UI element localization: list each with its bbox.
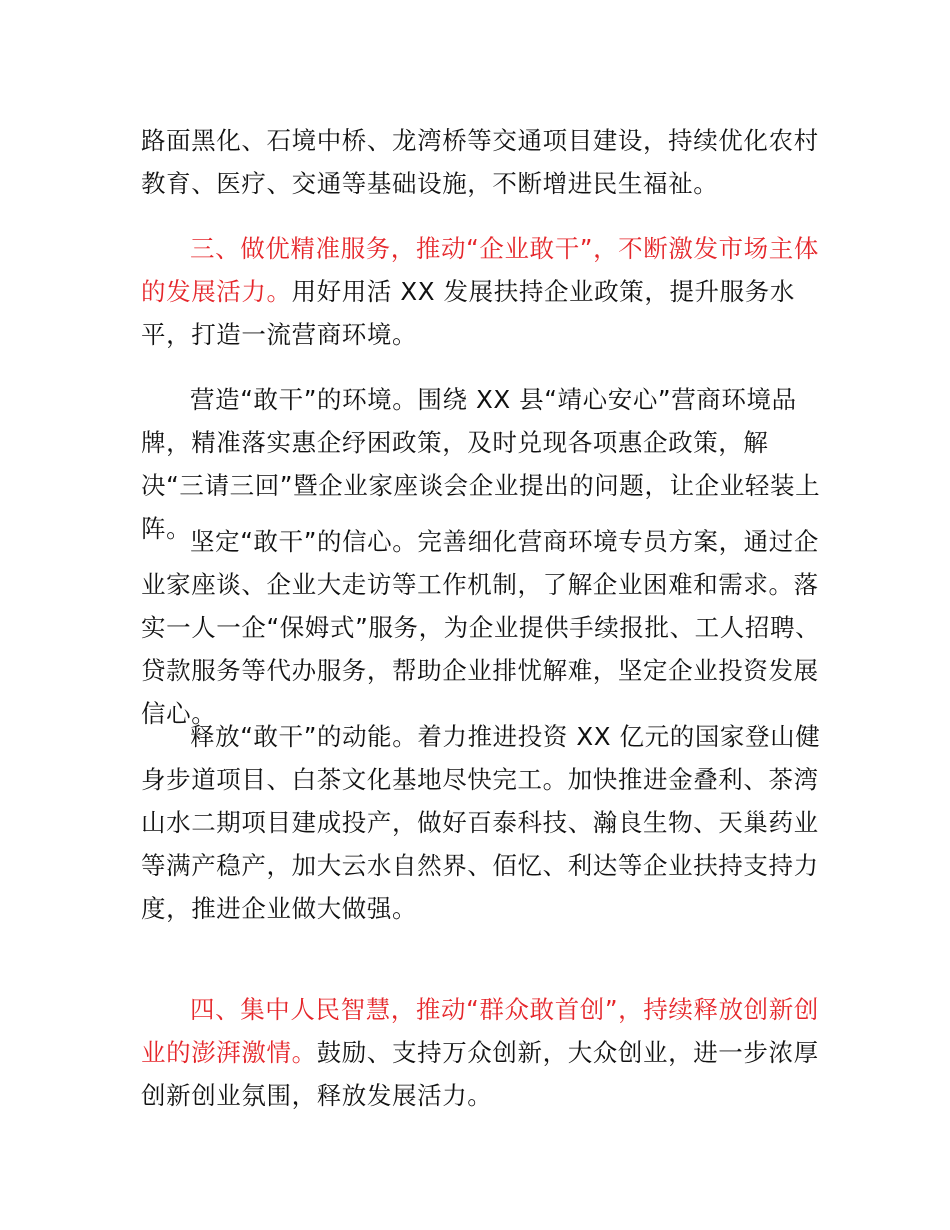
paragraph-body: 营造“敢干”的环境。围绕 XX 县“靖心安心”营商环境品牌，精准落实惠企纾困政策，及时兑现各项惠企政策，解决“三请三回”暨企业家座谈会企业提出的问题，让企业轻装上阵。 (141, 385, 821, 543)
paragraph-body: 用好用活 XX 发展扶持企业政策，提升服务水平，打造一流营商环境。 (141, 277, 795, 349)
paragraph-confidence (141, 520, 821, 735)
section-heading: 三、做优精准服务，推动“企业敢干”，不断激发市场主体的发展活力。 (141, 234, 819, 306)
section-heading: 四、集中人民智慧，推动“群众敢首创”，持续释放创新创业的澎湃激情。 (141, 995, 819, 1067)
paragraph-body: 坚定“敢干”的信心。完善细化营商环境专员方案，通过企业家座谈、企业大走访等工作机制，了解企业困难和需求。落实一人一企“保姆式”服务，为企业提供手续报批、工人招聘、贷款服务等代办服务，帮助企业排忧解难，坚定企业投资发展信心。 (141, 527, 821, 728)
paragraph-body: 鼓励、支持万众创新，大众创业，进一步浓厚创新创业氛围，释放发展活力。 (141, 1038, 819, 1110)
section-four-paragraph (141, 988, 821, 1117)
paragraph-momentum (141, 715, 821, 930)
paragraph-body: 路面黑化、石境中桥、龙湾桥等交通项目建设，持续优化农村教育、医疗、交通等基础设施，不断增进民生福祉。 (141, 126, 819, 198)
section-three-paragraph (141, 227, 821, 356)
paragraph-body: 释放“敢干”的动能。着力推进投资 XX 亿元的国家登山健身步道项目、白茶文化基地尽快完工。加快推进金叠利、茶湾山水二期项目建成投产，做好百泰科技、瀚良生物、天巢药业等满产稳产，加大云水自然界、佰忆、利达等企业扶持支持力度，推进企业做大做强。 (141, 722, 821, 923)
paragraph-continuation (141, 119, 821, 205)
